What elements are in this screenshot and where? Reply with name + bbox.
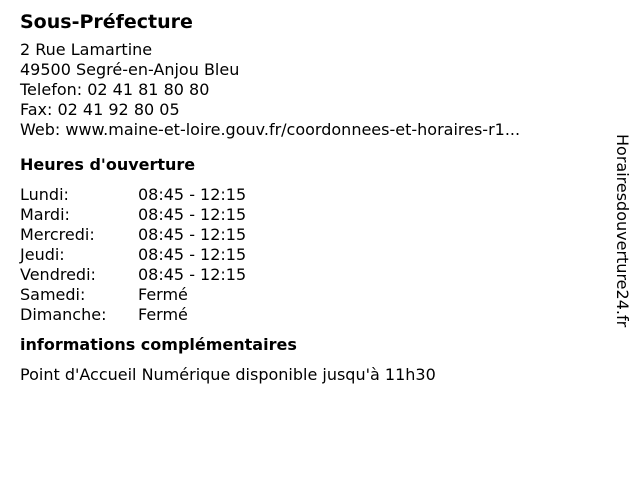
hours-row-wednesday <box>20 225 595 245</box>
hours-value: Fermé <box>138 285 188 304</box>
day-label: Samedi: <box>20 285 86 304</box>
day-label: Mercredi: <box>20 225 95 244</box>
hours-row-monday <box>20 185 595 205</box>
hours-value: 08:45 - 12:15 <box>138 205 247 224</box>
additional-info-text: Point d'Accueil Numérique disponible jusqu'à 11h30 <box>20 365 436 384</box>
fax-line: Fax: 02 41 92 80 05 <box>20 100 180 119</box>
address-street: 2 Rue Lamartine <box>20 40 153 59</box>
day-label: Lundi: <box>20 185 69 204</box>
opening-hours-table <box>20 185 595 325</box>
hours-value: 08:45 - 12:15 <box>138 225 247 244</box>
hours-row-tuesday <box>20 205 595 225</box>
opening-hours-heading: Heures d'ouverture <box>20 155 196 174</box>
day-label: Dimanche: <box>20 305 107 324</box>
hours-value: Fermé <box>138 305 188 324</box>
hours-row-saturday <box>20 285 595 305</box>
phone-line: Telefon: 02 41 81 80 80 <box>20 80 210 99</box>
day-label: Jeudi: <box>20 245 65 264</box>
address-city: 49500 Segré-en-Anjou Bleu <box>20 60 240 79</box>
hours-value: 08:45 - 12:15 <box>138 245 247 264</box>
hours-value: 08:45 - 12:15 <box>138 265 247 284</box>
page-title: Sous-Préfecture <box>20 11 193 33</box>
hours-row-sunday <box>20 305 595 325</box>
hours-row-friday <box>20 265 595 285</box>
site-watermark: Horairesdouverture24.fr <box>613 134 632 328</box>
day-label: Mardi: <box>20 205 70 224</box>
office-card <box>20 9 595 385</box>
hours-row-thursday <box>20 245 595 265</box>
additional-info-heading: informations complémentaires <box>20 335 297 354</box>
day-label: Vendredi: <box>20 265 96 284</box>
web-link[interactable]: Web: www.maine-et-loire.gouv.fr/coordonnees-et-horaires-r1... <box>20 120 521 139</box>
hours-value: 08:45 - 12:15 <box>138 185 247 204</box>
